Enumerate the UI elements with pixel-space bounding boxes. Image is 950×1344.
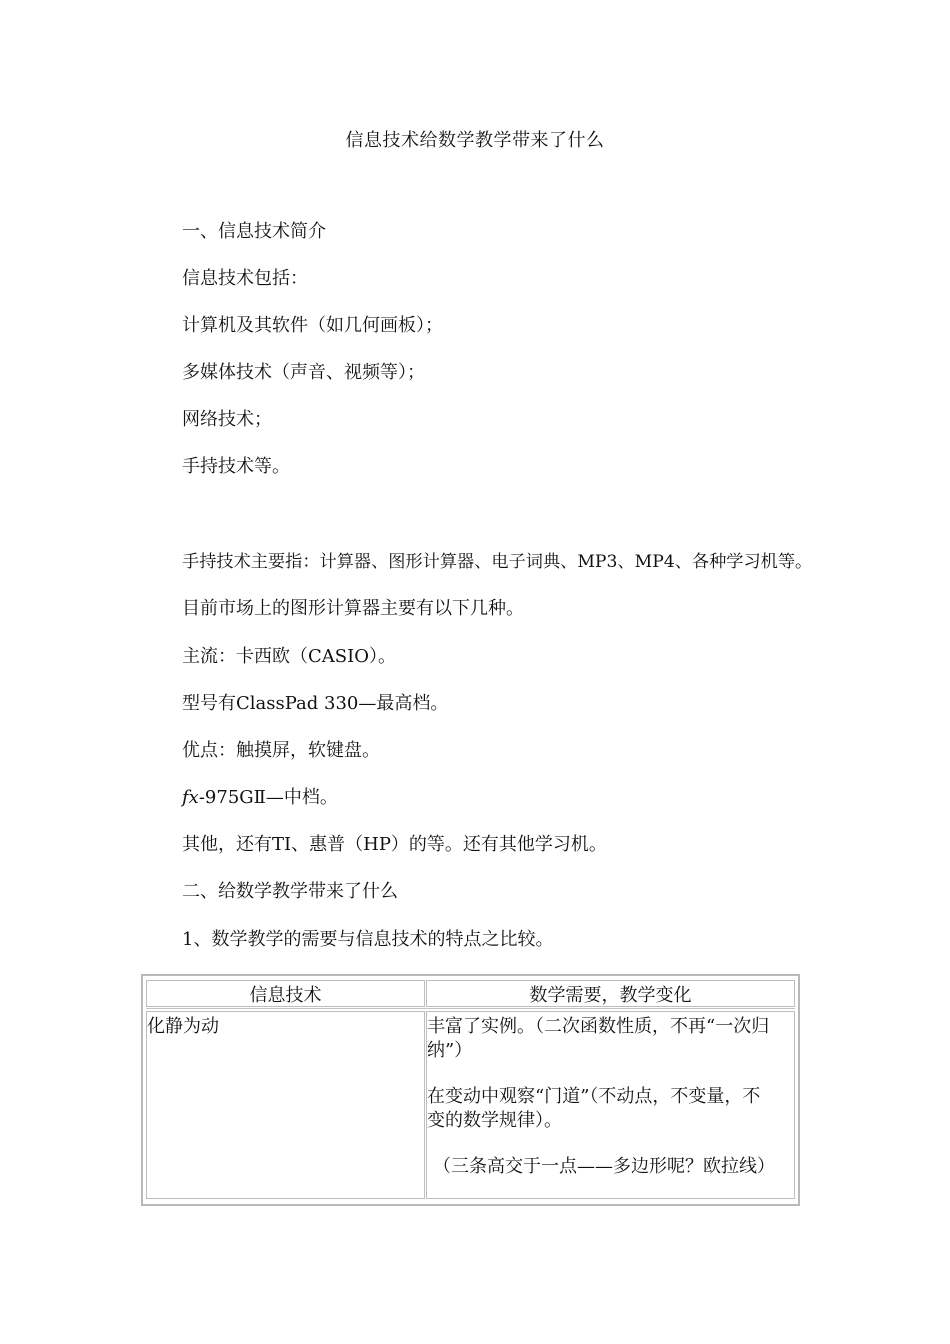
table-header-label: 数学需要，教学变化 — [529, 984, 692, 1006]
table-header-cell — [146, 980, 425, 1007]
paragraph: 计算机及其软件（如几何画板）； — [182, 315, 443, 336]
header-divider — [146, 1008, 795, 1009]
table-header-label: 信息技术 — [249, 984, 322, 1006]
table-cell-line: 变的数学规律）。 — [427, 1110, 562, 1131]
table-cell-line: 丰富了实例。（二次函数性质，不再“一次归 — [427, 1016, 770, 1037]
table-header-cell — [426, 980, 795, 1007]
table-cell-text: 化静为动 — [147, 1016, 219, 1037]
table-cell-line: 在变动中观察“门道”（不动点，不变量，不 — [427, 1086, 761, 1107]
table-cell-left — [146, 1011, 425, 1199]
section-heading-1: 一、信息技术简介 — [182, 221, 326, 242]
paragraph: 主流：卡西欧（CASIO）。 — [182, 646, 396, 667]
table-cell-line: （三条高交于一点——多边形呢？欧拉线） — [433, 1156, 775, 1177]
fx-rest-text: -975GⅡ—中档。 — [198, 787, 338, 808]
paragraph-fx — [182, 786, 338, 810]
comparison-table — [141, 974, 800, 1206]
paragraph: 目前市场上的图形计算器主要有以下几种。 — [182, 598, 524, 619]
table-cell-right — [426, 1011, 795, 1199]
paragraph: 其他，还有TI、惠普（HP）的等。还有其他学习机。 — [182, 834, 607, 855]
table-cell-line: 纳”） — [427, 1040, 473, 1061]
paragraph: 手持技术等。 — [182, 456, 290, 477]
fx-italic-text: fx — [182, 787, 199, 808]
paragraph: 型号有ClassPad 330—最高档。 — [182, 693, 449, 714]
paragraph: 网络技术； — [182, 409, 272, 430]
paragraph: 多媒体技术（声音、视频等）； — [182, 362, 425, 383]
paragraph: 信息技术包括： — [182, 268, 308, 289]
paragraph: 优点：触摸屏，软键盘。 — [182, 740, 380, 761]
paragraph: 1、数学教学的需要与信息技术的特点之比较。 — [182, 929, 554, 950]
section-heading-2: 二、给数学教学带来了什么 — [182, 881, 398, 902]
paragraph: 手持技术主要指：计算器、图形计算器、电子词典、MP3、MP4、各种学习机等。 — [182, 552, 813, 572]
document-title: 信息技术给数学教学带来了什么 — [345, 130, 605, 151]
